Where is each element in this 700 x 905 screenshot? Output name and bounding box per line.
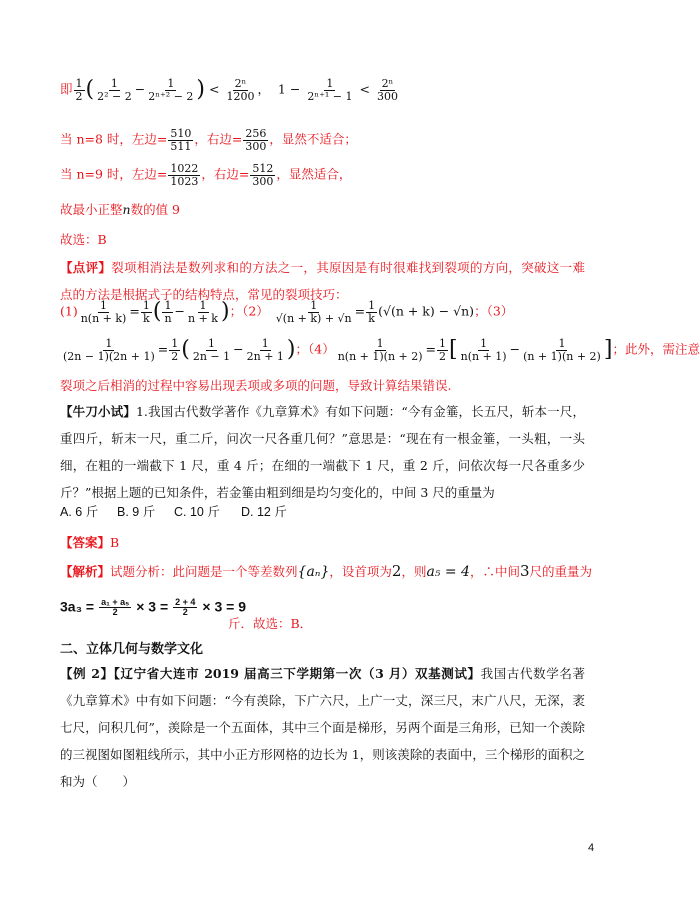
fraction: $\frac{512}{300}$: [252, 162, 274, 188]
fraction: $\frac{1}{2}$: [75, 77, 83, 103]
fraction: $\frac{1}{2}$: [439, 337, 447, 363]
inequality-line: 即 $\frac{1}{2}$ ( $\frac{1}{\text{2² − 2}}$ − $\frac{1}{\text{2ⁿ⁺² − 2}}$ ) < $\frac{\text{2ⁿ}}{1200}$ ， 1 − $\frac{1}{\text{2ⁿ⁺¹ − 1}}$ < $\frac{\text{2ⁿ}}{300}$: [60, 77, 398, 103]
answer-line: [60, 533, 119, 551]
fraction: $\frac{1}{n}$: [164, 299, 172, 325]
fraction: $\frac{1022}{1023}$: [170, 162, 199, 188]
fraction: $\frac{1}{2n + 1}$: [246, 337, 284, 363]
example-source: 【辽宁省大连市 2019 届高三下学期第一次（3 月）双基测试】: [113, 666, 481, 681]
choice-line: 故选：B: [60, 232, 107, 247]
fraction: $\frac{1}{\text{2ⁿ⁺¹ − 1}}$: [307, 77, 353, 103]
case-n9-line: 当 n=9 时，左边= $\frac{1022}{1023}$ ，右边= $\frac{512}{300}$ ，显然适合，: [60, 162, 352, 188]
option-b: B. 9 斤: [117, 505, 156, 519]
option-c: C. 10 斤: [174, 505, 220, 519]
trial-tag: 【牛刀小试】: [60, 404, 136, 419]
fraction: $\frac{1}{√(n + k) + √n}$: [275, 299, 352, 325]
fraction: $\frac{1}{n(n + 1)}$: [460, 337, 507, 363]
option-a: A. 6 斤: [60, 505, 99, 519]
fraction: $\frac{\text{2ⁿ}}{1200}$: [226, 77, 255, 103]
section-heading: 二、立体几何与数学文化: [60, 641, 204, 656]
comment-paragraph: 【点评】裂项相消法是数列求和的方法之一，其原因是有时很难找到裂项的方向，突破这一难点的方法是根据式子的结构特点，常见的裂项技巧：: [60, 260, 585, 302]
fraction: $\frac{1}{k}$: [142, 299, 150, 325]
calculation-line: 3a₃ = $\frac{\text{a₁ + a₅}}{2}$ × 3 = $\frac{2 + 4}{2}$ × 3 = 9: [60, 597, 246, 618]
fraction: $\frac{1}{n(n + k)}$: [80, 299, 127, 325]
fraction: $\frac{\text{a₁ + a₅}}{2}$: [101, 597, 130, 618]
fraction: $\frac{510}{511}$: [170, 127, 192, 153]
page-number: 4: [588, 842, 595, 854]
option-d: D. 12 斤: [241, 505, 287, 519]
answer-tag: 【答案】: [60, 535, 111, 550]
example-paragraph: 【例 2】【辽宁省大连市 2019 届高三下学期第一次（3 月）双基测试】我国古代数学名著《九章算术》中有如下问题：“今有羡除，下广六尺，上广一丈，深三尺，末广八尺，无深，袤七尺，问积几何”，羡除是一个五面体，其中三个面是梯形，另两个面是三角形，已知一个羡除的三视图如图粗线所示，其中小正方形网格的边长为 1，则该羡除的表面中，三个梯形的面积之和为（ ）: [60, 666, 585, 789]
fraction: $\frac{256}{300}$: [245, 127, 267, 153]
fraction: $\frac{1}{n(n + 1)(n + 2)}$: [337, 337, 423, 363]
trial-paragraph: 【牛刀小试】1.我国古代数学著作《九章算术》有如下问题：“今有金箠，长五尺，斩本一尺，重四斤，斩末一尺，重二斤，问次一尺各重几何？”意思是：“现在有一根金箠，一头粗，一头细，在粗的一端截下 1 尺，重 4 斤；在细的一端截下 1 尺，重 2 斤，问依次每一尺各重多少斤？”根据上题的已知条件，若金箠由粗到细是均匀变化的，中间 3 尺的重量为: [60, 404, 585, 500]
analysis-line: 【解析】试题分析：此问题是一个等差数列{aₙ}，设首项为2，则a₅ = 4，∴中间3尺的重量为: [60, 562, 593, 580]
comment-tag: 【点评】: [60, 260, 112, 275]
fraction: $\frac{1}{\text{2² − 2}}$: [97, 77, 132, 103]
conclusion-line: 故最小正整n数的值 9: [60, 202, 181, 217]
line-prefix: 即: [60, 81, 73, 97]
fraction: $\frac{1}{(2n - 1)(2n + 1)}$: [63, 337, 155, 363]
fraction: $\frac{1}{\text{2ⁿ⁺² − 2}}$: [148, 77, 194, 103]
analysis-tag: 【解析】: [60, 564, 111, 579]
split-formula-line-2: $\frac{1}{(2n - 1)(2n + 1)}$ = $\frac{1}{2}$ ( $\frac{1}{2n - 1}$ − $\frac{1}{2n + 1}$ )；（4） $\frac{1}{n(n + 1)(n + 2)}$ = $\frac{1}{2}$ [ $\frac{1}{n(n + 1)}$ − $\frac{1}{(n + 1)(n + 2)}$ ]；此外，需注意: [63, 337, 700, 363]
options-row: [60, 502, 287, 520]
fraction: $\frac{2 + 4}{2}$: [175, 597, 196, 618]
case-n8-line: 当 n=8 时，左边= $\frac{510}{511}$ ，右边= $\frac{256}{300}$ ，显然不适合；: [60, 127, 357, 153]
fraction: $\frac{1}{2}$: [171, 337, 179, 363]
answer-value: B: [110, 535, 120, 550]
example-tag: 【例 2】: [60, 666, 114, 681]
fraction: $\frac{1}{n + k}$: [188, 299, 218, 325]
fraction: $\frac{1}{k}$: [368, 299, 376, 325]
fraction: $\frac{1}{(n + 1)(n + 2)}$: [523, 337, 601, 363]
fraction: $\frac{\text{2ⁿ}}{300}$: [376, 77, 398, 103]
calculation-tail: 斤．故选：B．: [228, 616, 313, 631]
fraction: $\frac{1}{2n - 1}$: [192, 337, 231, 363]
note-line: 裂项之后相消的过程中容易出现丢项或多项的问题，导致计算结果错误.: [60, 378, 452, 393]
split-formula-line-1: (1) $\frac{1}{n(n + k)}$ = $\frac{1}{k}$ ( $\frac{1}{n}$ − $\frac{1}{n + k}$ )；（2） $\frac{1}{√(n + k) + √n}$ = $\frac{1}{k}$ (√(n + k) − √n)；（3）: [60, 299, 514, 325]
